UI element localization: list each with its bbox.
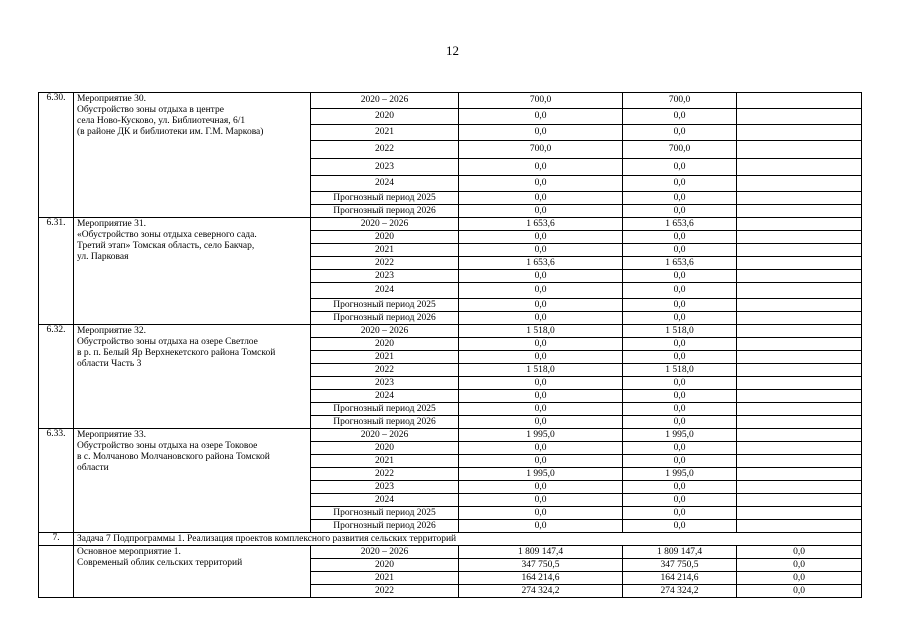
- financing-table: [38, 92, 862, 598]
- amount-cell: 1 518,0: [623, 364, 737, 377]
- period-cell: 2020: [311, 442, 459, 455]
- main-measure-row: [39, 546, 862, 559]
- period-cell: 2024: [311, 390, 459, 403]
- amount-cell: 0,0: [459, 403, 623, 416]
- amount-cell: [737, 377, 862, 390]
- amount-cell: 0,0: [737, 585, 862, 598]
- period-cell: 2022: [311, 257, 459, 270]
- description-line: Мероприятие 32.: [77, 326, 147, 336]
- period-cell: 2020 – 2026: [311, 429, 459, 442]
- amount-cell: 0,0: [623, 416, 737, 429]
- amount-cell: 700,0: [623, 93, 737, 109]
- amount-cell: 0,0: [623, 109, 737, 125]
- amount-cell: 0,0: [623, 270, 737, 283]
- period-cell: 2021: [311, 125, 459, 141]
- task-row: [39, 533, 862, 546]
- amount-cell: 0,0: [459, 390, 623, 403]
- description-line: Обустройство зоны отдыха в центре: [77, 105, 224, 115]
- amount-cell: 164 214,6: [459, 572, 623, 585]
- period-cell: 2020 – 2026: [311, 546, 459, 559]
- amount-cell: 347 750,5: [459, 559, 623, 572]
- description-line: области: [77, 463, 109, 473]
- amount-cell: [737, 125, 862, 141]
- period-cell: 2023: [311, 270, 459, 283]
- amount-cell: 0,0: [459, 455, 623, 468]
- amount-cell: 1 518,0: [623, 325, 737, 338]
- period-cell: 2020: [311, 231, 459, 244]
- amount-cell: [737, 390, 862, 403]
- amount-cell: [737, 141, 862, 159]
- period-cell: 2023: [311, 377, 459, 390]
- description-line: ул. Парковая: [77, 252, 129, 262]
- amount-cell: 1 518,0: [459, 364, 623, 377]
- row-number: 6.33.: [39, 429, 74, 533]
- period-cell: 2020: [311, 559, 459, 572]
- period-cell: 2020: [311, 338, 459, 351]
- row-number: [39, 546, 74, 598]
- period-cell: 2022: [311, 364, 459, 377]
- amount-cell: [737, 338, 862, 351]
- amount-cell: 0,0: [459, 416, 623, 429]
- period-cell: Прогнозный период 2026: [311, 416, 459, 429]
- amount-cell: 0,0: [737, 546, 862, 559]
- amount-cell: 0,0: [623, 377, 737, 390]
- amount-cell: [737, 93, 862, 109]
- amount-cell: 700,0: [459, 141, 623, 159]
- amount-cell: 1 653,6: [459, 257, 623, 270]
- period-cell: 2024: [311, 283, 459, 299]
- amount-cell: 0,0: [459, 192, 623, 205]
- amount-cell: 0,0: [459, 125, 623, 141]
- amount-cell: [737, 429, 862, 442]
- amount-cell: 0,0: [459, 244, 623, 257]
- amount-cell: 1 653,6: [623, 218, 737, 231]
- amount-cell: [737, 299, 862, 312]
- period-cell: Прогнозный период 2025: [311, 299, 459, 312]
- amount-cell: 0,0: [623, 403, 737, 416]
- amount-cell: 0,0: [459, 283, 623, 299]
- amount-cell: 0,0: [623, 192, 737, 205]
- description-line: села Ново-Кусково, ул. Библиотечная, 6/1: [77, 116, 246, 126]
- row-number: 6.32.: [39, 325, 74, 429]
- amount-cell: 0,0: [737, 559, 862, 572]
- amount-cell: 347 750,5: [623, 559, 737, 572]
- task-title: Задача 7 Подпрограммы 1. Реализация проектов комплексного развития сельских территорий: [74, 533, 862, 546]
- amount-cell: [737, 325, 862, 338]
- amount-cell: 0,0: [623, 481, 737, 494]
- description-line: Мероприятие 33.: [77, 430, 147, 440]
- amount-cell: 0,0: [623, 455, 737, 468]
- amount-cell: 1 653,6: [623, 257, 737, 270]
- measure-description: [74, 218, 311, 325]
- amount-cell: 700,0: [459, 93, 623, 109]
- description-line: Обустройство зоны отдыха на озере Токовое: [77, 441, 258, 451]
- period-cell: Прогнозный период 2026: [311, 312, 459, 325]
- amount-cell: [737, 257, 862, 270]
- period-cell: 2021: [311, 244, 459, 257]
- amount-cell: [737, 494, 862, 507]
- description-line: Обустройство зоны отдыха на озере Светлое: [77, 337, 258, 347]
- amount-cell: [737, 176, 862, 192]
- amount-cell: 0,0: [459, 442, 623, 455]
- amount-cell: 274 324,2: [623, 585, 737, 598]
- period-cell: 2024: [311, 494, 459, 507]
- amount-cell: 0,0: [623, 338, 737, 351]
- measure-row: [39, 218, 862, 231]
- amount-cell: 0,0: [623, 299, 737, 312]
- page-number: 12: [446, 43, 459, 58]
- amount-cell: [737, 312, 862, 325]
- amount-cell: [737, 455, 862, 468]
- period-cell: 2023: [311, 481, 459, 494]
- amount-cell: 0,0: [623, 442, 737, 455]
- amount-cell: [737, 442, 862, 455]
- amount-cell: 0,0: [459, 351, 623, 364]
- amount-cell: 1 995,0: [459, 468, 623, 481]
- period-cell: 2022: [311, 468, 459, 481]
- amount-cell: 0,0: [459, 481, 623, 494]
- amount-cell: 1 518,0: [459, 325, 623, 338]
- description-line: Третий этап» Томская область, село Бакчар,: [77, 241, 255, 251]
- amount-cell: 0,0: [623, 205, 737, 218]
- period-cell: 2021: [311, 351, 459, 364]
- amount-cell: 1 995,0: [459, 429, 623, 442]
- period-cell: Прогнозный период 2026: [311, 205, 459, 218]
- description-line: «Обустройство зоны отдыха северного сада.: [77, 230, 257, 240]
- description-line: в р. п. Белый Яр Верхнекетского района Томской: [77, 348, 276, 358]
- description-line: Современый облик сельских территорий: [77, 558, 243, 568]
- amount-cell: [737, 520, 862, 533]
- amount-cell: 0,0: [459, 205, 623, 218]
- period-cell: 2021: [311, 455, 459, 468]
- amount-cell: [737, 218, 862, 231]
- period-cell: Прогнозный период 2026: [311, 520, 459, 533]
- amount-cell: 0,0: [459, 231, 623, 244]
- period-cell: 2020 – 2026: [311, 218, 459, 231]
- description-line: Основное мероприятие 1.: [77, 547, 181, 557]
- amount-cell: 0,0: [459, 176, 623, 192]
- period-cell: Прогнозный период 2025: [311, 192, 459, 205]
- amount-cell: 0,0: [623, 312, 737, 325]
- period-cell: Прогнозный период 2025: [311, 403, 459, 416]
- amount-cell: 0,0: [459, 494, 623, 507]
- amount-cell: 0,0: [623, 231, 737, 244]
- amount-cell: 1 995,0: [623, 468, 737, 481]
- amount-cell: [737, 283, 862, 299]
- amount-cell: 0,0: [459, 507, 623, 520]
- amount-cell: 0,0: [623, 244, 737, 257]
- amount-cell: [737, 416, 862, 429]
- amount-cell: 274 324,2: [459, 585, 623, 598]
- amount-cell: [737, 507, 862, 520]
- amount-cell: 0,0: [459, 338, 623, 351]
- description-line: (в районе ДК и библиотеки им. Г.М. Маркова): [77, 127, 264, 137]
- period-cell: 2020 – 2026: [311, 325, 459, 338]
- measure-description: [74, 546, 311, 598]
- amount-cell: 0,0: [623, 507, 737, 520]
- amount-cell: 0,0: [623, 159, 737, 176]
- amount-cell: 164 214,6: [623, 572, 737, 585]
- description-line: области Часть 3: [77, 359, 142, 369]
- amount-cell: [737, 205, 862, 218]
- amount-cell: 0,0: [623, 351, 737, 364]
- period-cell: Прогнозный период 2025: [311, 507, 459, 520]
- amount-cell: 1 995,0: [623, 429, 737, 442]
- amount-cell: 0,0: [459, 312, 623, 325]
- amount-cell: 0,0: [623, 176, 737, 192]
- amount-cell: [737, 231, 862, 244]
- amount-cell: [737, 481, 862, 494]
- amount-cell: 0,0: [459, 520, 623, 533]
- row-number: 6.30.: [39, 93, 74, 218]
- period-cell: 2024: [311, 176, 459, 192]
- period-cell: 2021: [311, 572, 459, 585]
- amount-cell: [737, 159, 862, 176]
- amount-cell: 1 653,6: [459, 218, 623, 231]
- amount-cell: 1 809 147,4: [623, 546, 737, 559]
- amount-cell: 0,0: [737, 572, 862, 585]
- period-cell: 2022: [311, 141, 459, 159]
- amount-cell: 0,0: [459, 377, 623, 390]
- amount-cell: 1 809 147,4: [459, 546, 623, 559]
- description-line: Мероприятие 31.: [77, 219, 147, 229]
- measure-description: [74, 325, 311, 429]
- amount-cell: [737, 244, 862, 257]
- amount-cell: 0,0: [459, 270, 623, 283]
- amount-cell: 0,0: [623, 390, 737, 403]
- amount-cell: [737, 364, 862, 377]
- amount-cell: [737, 468, 862, 481]
- measure-description: [74, 429, 311, 533]
- amount-cell: 0,0: [623, 494, 737, 507]
- row-number: 6.31.: [39, 218, 74, 325]
- amount-cell: 0,0: [459, 299, 623, 312]
- description-line: в с. Молчаново Молчановского района Томской: [77, 452, 270, 462]
- period-cell: 2023: [311, 159, 459, 176]
- task-number: 7.: [39, 533, 74, 546]
- amount-cell: 0,0: [623, 283, 737, 299]
- amount-cell: 0,0: [459, 159, 623, 176]
- description-line: Мероприятие 30.: [77, 94, 147, 104]
- amount-cell: 0,0: [623, 125, 737, 141]
- measure-row: [39, 325, 862, 338]
- amount-cell: [737, 351, 862, 364]
- period-cell: 2020: [311, 109, 459, 125]
- measure-row: [39, 93, 862, 109]
- amount-cell: [737, 109, 862, 125]
- amount-cell: [737, 192, 862, 205]
- amount-cell: 0,0: [623, 520, 737, 533]
- amount-cell: [737, 403, 862, 416]
- amount-cell: [737, 270, 862, 283]
- amount-cell: 700,0: [623, 141, 737, 159]
- period-cell: 2022: [311, 585, 459, 598]
- period-cell: 2020 – 2026: [311, 93, 459, 109]
- measure-description: [74, 93, 311, 218]
- amount-cell: 0,0: [459, 109, 623, 125]
- measure-row: [39, 429, 862, 442]
